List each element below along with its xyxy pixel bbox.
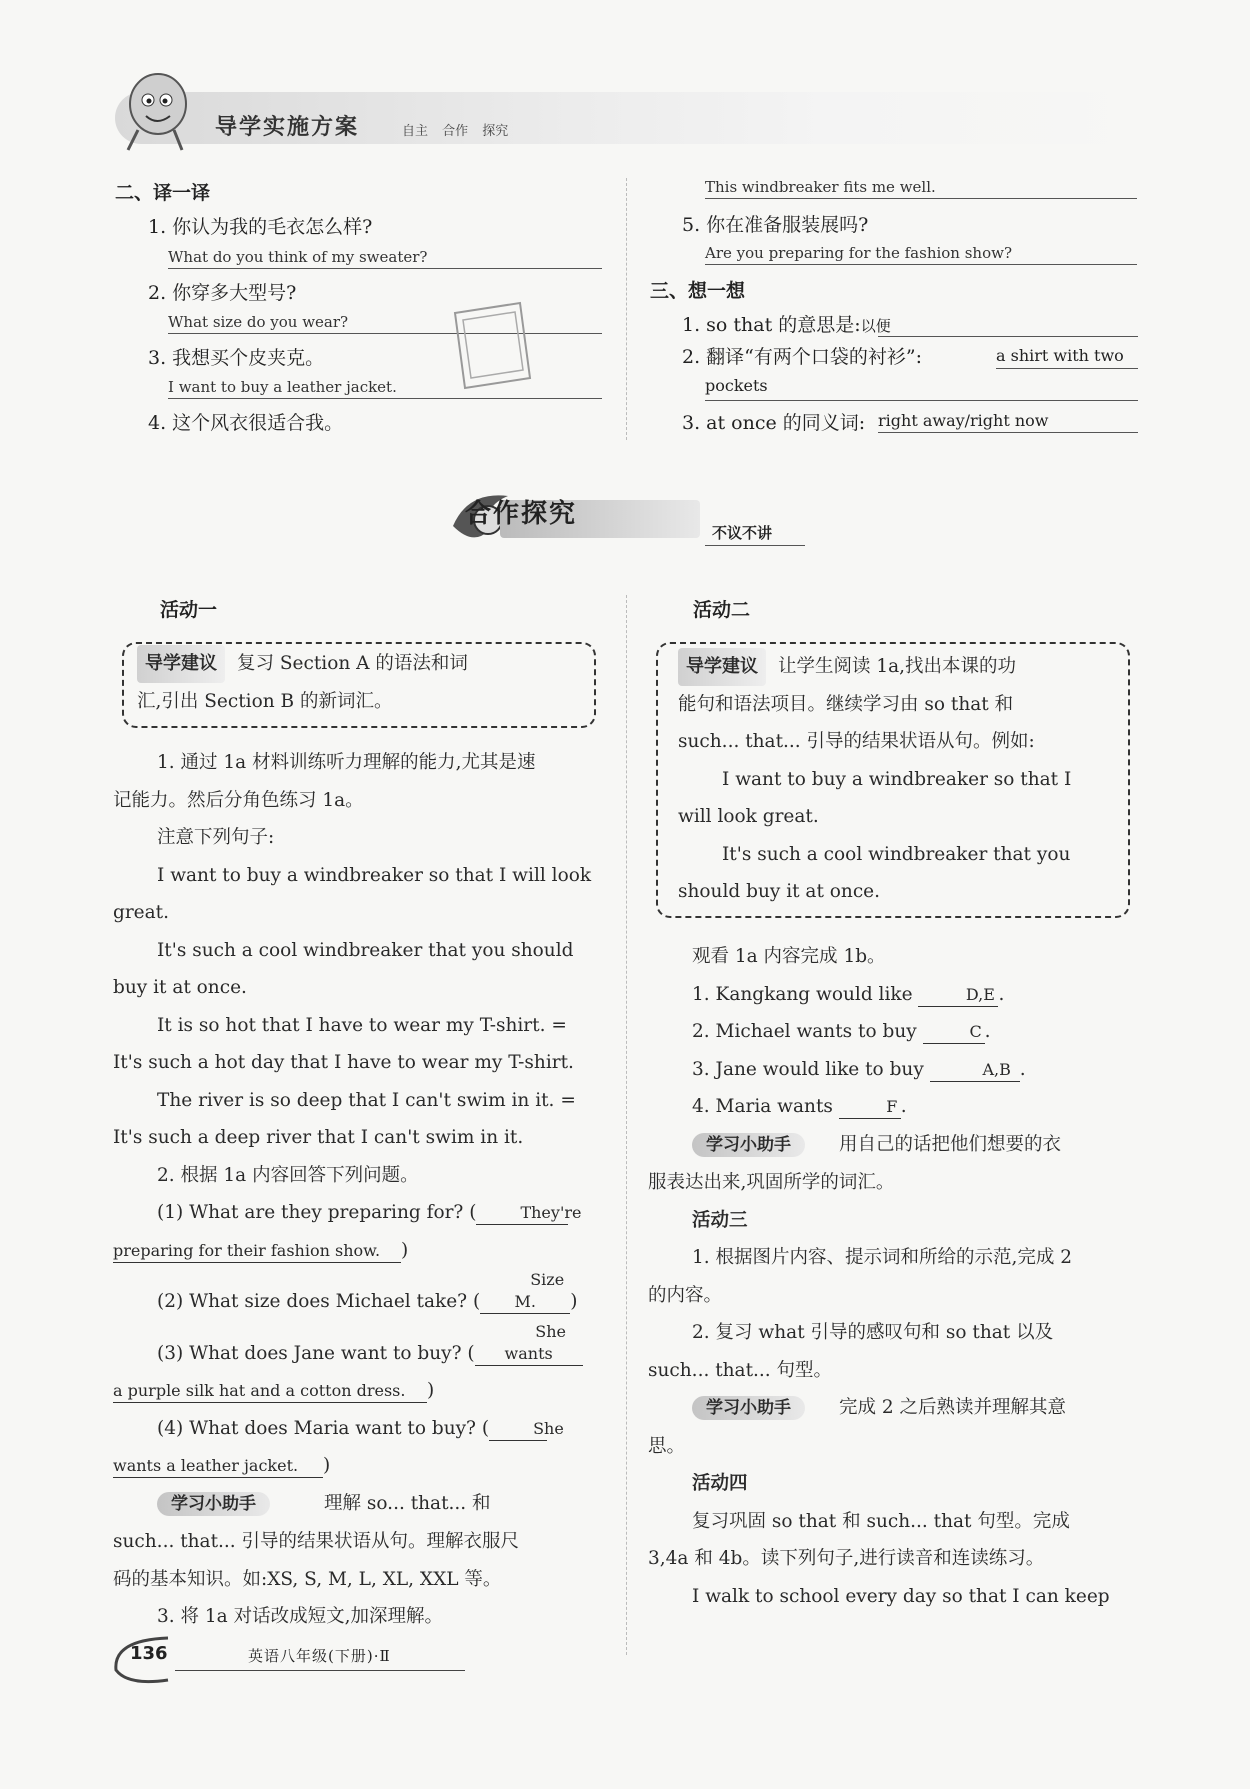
think-a2b-line <box>705 400 1138 401</box>
blank-1: D,E <box>918 984 998 1007</box>
helper-chip-right-1: 学习小助手 <box>692 1133 805 1157</box>
page-number: 136 <box>130 1643 168 1664</box>
think-a2b: pockets <box>705 376 768 395</box>
answer-4b: wants a leather jacket. <box>113 1455 323 1478</box>
translate-a1: What do you think of my sweater? <box>168 246 602 269</box>
translate-q3: 3. 我想买个皮夹克。 <box>148 347 325 369</box>
translate-q2: 2. 你穿多大型号? <box>148 282 297 304</box>
think-a1-line <box>878 336 1138 337</box>
column-divider-top <box>626 178 627 440</box>
column-divider-bottom <box>626 595 627 1655</box>
blank-2: C <box>923 1021 985 1044</box>
activity4-heading: 活动四 <box>692 1473 748 1494</box>
book-title: 英语八年级(下册)·Ⅱ <box>248 1647 391 1665</box>
footer-rule <box>175 1670 465 1671</box>
tip-label-left: 导学建议 <box>137 645 225 683</box>
answer-1a: They're <box>476 1202 568 1225</box>
activity3-heading: 活动三 <box>692 1209 748 1231</box>
translate-heading: 二、译一译 <box>115 182 211 204</box>
header-title: 导学实施方案 <box>215 115 360 140</box>
answer-4a: She <box>489 1418 547 1441</box>
right-body: 观看 1a 内容完成 1b。 1. Kangkang would like D,E . 2. Michael wants to buy C . 3. Jane would like to buy A,B . 4. Maria wants F . 学习小助手 用自己的话把他们想要的衣 服表达出来,巩固所学的词汇。 活动三 1. 根据图片内容、提示词和所给的示范,完成 2 的内容。 2. 复习 what 引导的感叹句和 so that 以及 such... that... 句型。 学习小助手 完成 2 之后熟读并理解其意 思。 活动四 复习巩固 so that 和 such... that 句型。完成 3,4a 和 4b。读下列句子,进行读音和连读练习。 I walk to school every day so that I can keep <box>648 938 1138 1615</box>
think-a3-line <box>878 432 1138 433</box>
banner-title: 合作探究 <box>465 499 578 529</box>
answer-3b: a purple silk hat and a cotton dress. <box>113 1380 427 1403</box>
left-body: 1. 通过 1a 材料训练听力理解的能力,尤其是速 记能力。然后分角色练习 1a。 注意下列句子: I want to buy a windbreaker so that I will look great. It's such a cool windbreaker that you should buy it at once. It is so hot that I have to wear my T-shirt. = It's such a hot day that I have to wear my T-shirt. The river is so deep that I can't swim in it. = It's such a deep river that I can't swim in it. 2. 根据 1a 内容回答下列问题。 (1) What are they preparing for? ( They're preparing for their fashion show. ) (2) What size does Michael take? (Size M. ) (3) What does Jane want to buy? (She wants a purple silk hat and a cotton dress. ) (4) What does Maria want to buy? ( She wants a leather jacket. ) 学习小助手 理解 so... that... 和 such... that... 引导的结果状语从句。理解衣服尺 码的基本知识。如:XS, S, M, L, XL, XXL 等。 3. 将 1a 对话改成短文,加深理解。 <box>113 752 592 1627</box>
answer-1b: preparing for their fashion show. <box>113 1240 401 1263</box>
blank-3: A,B <box>930 1059 1020 1082</box>
homework-stamp-icon <box>445 298 535 393</box>
think-q3: 3. at once 的同义词: <box>682 412 866 434</box>
activity2-heading: 活动二 <box>693 599 751 621</box>
translate-q1: 1. 你认为我的毛衣怎么样? <box>148 216 373 238</box>
blank-4: F <box>839 1096 901 1119</box>
tip-right: 导学建议 让学生阅读 1a,找出本课的功 能句和语法项目。继续学习由 so that 和 such... that... 引导的结果状语从句。例如: I want to buy a windbreaker so that I will look great. It's such a cool windbreaker that you should buy it at once. <box>678 648 1108 911</box>
think-q2: 2. 翻译“有两个口袋的衬衫”: <box>682 346 922 368</box>
translate-a5: Are you preparing for the fashion show? <box>705 242 1137 265</box>
translate-a4: This windbreaker fits me well. <box>705 176 1137 199</box>
think-a3: right away/right now <box>878 411 1049 430</box>
mascot-icon <box>118 66 194 152</box>
translate-q4: 4. 这个风衣很适合我。 <box>148 412 344 434</box>
translate-q5: 5. 你在准备服装展吗? <box>682 214 869 236</box>
banner-underline <box>705 545 805 546</box>
translate-a3: I want to buy a leather jacket. <box>168 376 602 399</box>
think-a2-line <box>996 368 1138 369</box>
activity1-heading: 活动一 <box>160 599 218 621</box>
think-a2a: a shirt with two <box>996 346 1124 365</box>
think-a1: 以便 <box>860 317 891 335</box>
helper-chip-left: 学习小助手 <box>157 1492 270 1516</box>
answer-3a: She wants <box>475 1321 583 1366</box>
tip-label-right: 导学建议 <box>678 648 766 686</box>
header-tags: 自主 合作 探究 <box>402 124 509 139</box>
translate-a2: What size do you wear? <box>168 311 602 334</box>
think-heading: 三、想一想 <box>650 280 746 302</box>
banner-subtitle: 不议不讲 <box>712 524 773 542</box>
answer-2: Size M. <box>480 1269 570 1314</box>
think-q1: 1. so that 的意思是:以便 <box>682 314 891 336</box>
helper-chip-right-2: 学习小助手 <box>692 1396 805 1420</box>
tip-left: 导学建议 复习 Section A 的语法和词 汇,引出 Section B 的新词汇。 <box>137 645 582 721</box>
